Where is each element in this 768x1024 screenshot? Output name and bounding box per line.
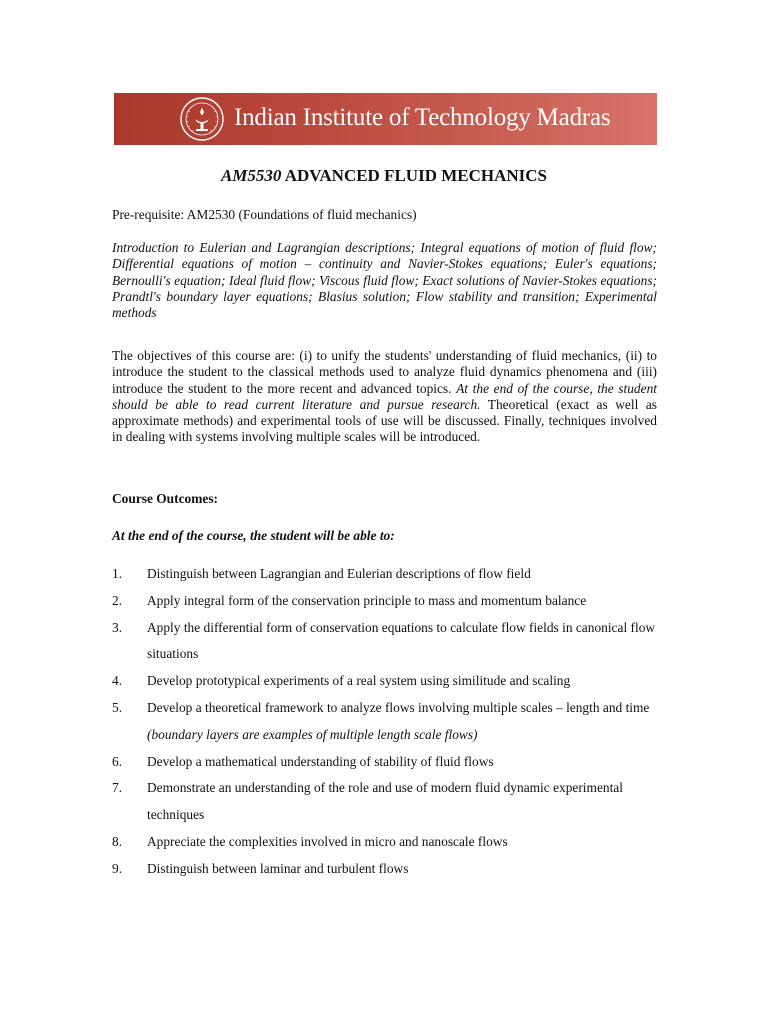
institution-name: Indian Institute of Technology Madras [234,104,611,131]
outcome-text: Apply integral form of the conservation principle to mass and momentum balance [147,592,587,608]
outcome-item [112,561,657,588]
outcome-text: Appreciate the complexities involved in micro and nanoscale flows [147,833,508,849]
outcome-number: 4. [112,673,123,689]
outcome-number: 8. [112,833,123,849]
institution-banner [114,93,657,145]
outcome-number: 3. [112,619,123,635]
outcome-text: Develop a theoretical framework to analyze flows involving multiple scales – length and time [147,699,650,715]
course-title [0,166,768,186]
outcome-number: 7. [112,780,123,796]
outcome-text: Distinguish between Lagrangian and Eulerian descriptions of flow field [147,566,531,581]
objectives-emphasis: At the end of the course, the student should be able to read current literature and pursue research. [112,380,657,412]
outcome-number: 6. [112,753,123,769]
outcome-text: Apply the differential form of conservation equations to calculate flow fields in canonical flow situations [147,619,656,662]
outcomes-heading: Course Outcomes: [112,491,218,506]
outcome-item [112,695,657,749]
outcome-number: 1. [112,566,123,581]
outcome-number: 5. [112,699,123,715]
outcome-item [112,829,657,856]
outcome-item [112,588,657,615]
outcome-note: (boundary layers are examples of multiple length scale flows) [147,726,478,742]
outcome-number: 2. [112,592,123,608]
outcome-item [112,668,657,695]
outcome-item [112,775,657,829]
course-objectives [112,348,657,446]
objectives-text-end: Theoretical (exact as well as approximate methods) and experimental tools of use will be discussed. Finally, techniques involved in dealing with systems involving multiple scales will be introduced. [112,396,657,445]
outcome-text: Distinguish between laminar and turbulent flows [147,860,409,876]
outcomes-list [112,561,657,883]
prerequisite: Pre-requisite: AM2530 (Foundations of fluid mechanics) [112,207,417,222]
outcome-item [112,749,657,776]
outcome-text: Demonstrate an understanding of the role and use of modern fluid dynamic experimental techniques [147,780,623,823]
outcomes-lead: At the end of the course, the student will be able to: [112,528,395,543]
objectives-text: The objectives of this course are: (i) to unify the students' understanding of fluid mechanics, (ii) to introduce the student to the classical methods used to analyze fluid dynamics phenomena and (iii) introduce the student to the more recent and advanced topics. [112,348,657,396]
outcome-item [112,856,657,883]
course-name: ADVANCED FLUID MECHANICS [284,166,548,185]
outcome-item [112,615,657,669]
outcome-text: Develop a mathematical understanding of stability of fluid flows [147,753,494,769]
course-code: AM5530 [220,166,282,185]
outcome-text: Develop prototypical experiments of a real system using similitude and scaling [147,673,571,689]
outcome-number: 9. [112,860,123,876]
iit-madras-emblem-icon [178,95,226,143]
syllabus-topics: Introduction to Eulerian and Lagrangian descriptions; Integral equations of motion of fluid flow; Differential equations of motion – continuity and Navier-Stokes equations; Euler's equations; Bernoulli's equation; Ideal fluid flow; Viscous fluid flow; Exact solutions of Navier-Stokes equations; Prandtl's boundary layer equations; Blasius solution; Flow stability and transition; Experimental methods [112,240,657,321]
